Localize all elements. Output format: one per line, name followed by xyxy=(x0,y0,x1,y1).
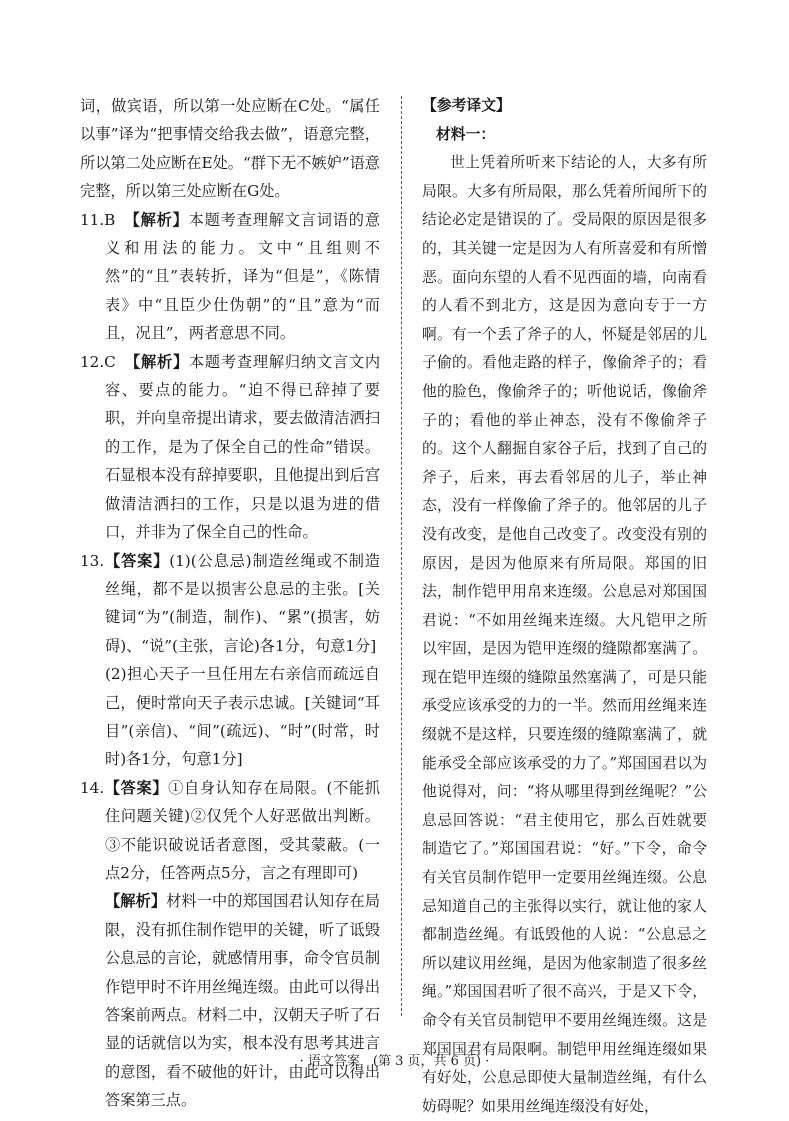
q12-analysis-tag: 【解析】 xyxy=(132,352,189,371)
intro-text: 词，做宾语，所以第一处应断在C处。“属任以事”译为“把事情交给我去做”，语意完整，所以第二处应断在E处。“群下无不嫉妒”语意完整，所以第三处应断在G处。 xyxy=(80,97,380,201)
left-column xyxy=(80,92,380,1115)
q14-analysis-text: 材料一中的郑国国君认知存在局限，没有抓住制作铠甲的关键，听了诋毁公息忌的言论，就感情用事，命令官员制作铠甲时不许用丝绳连缀。由此可以得出答案前两点。材料二中，汉朝天子听了石显的话就信以为实，根本没有思考其进言的意图，看不破他的奸计，由此可以得出答案第三点。 xyxy=(105,892,381,1110)
q14-answer-text: ①自身认知存在局限。(不能抓住问题关键)②仅凭个人好恶做出判断。③不能识破说话者意图，受其蒙蔽。(一点2分，任答两点5分，言之有理即可) xyxy=(105,778,380,882)
question-14 xyxy=(80,774,380,888)
question-13-part2 xyxy=(80,660,380,774)
q11-answer: B xyxy=(104,210,116,229)
q13-part2: (2)担心天子一旦任用左右亲信而疏远自己，便时常向天子表示忠诚。[关键词“耳目”(亲信)、“间”(疏远)、“时”(时常，时时)各1分，句意1分] xyxy=(105,665,380,769)
translation-text: 世上凭着所听来下结论的人，大多有所局限。大多有所局限，那么凭着所闻所下的结论必定是错误的了。受局限的原因是很多的，其关键一定是因为人有所喜爱和有所憎恶。面向东望的人看不见西面的墙，向南看的人看不到北方，这是因为意向专于一方啊。有一个丢了斧子的人，怀疑是邻居的儿子偷的。看他走路的样子，像偷斧子的；看他的脸色，像偷斧子的；听他说话，像偷斧子的；看他的举止神态，没有不像偷斧子的。这个人翻掘自家谷子后，找到了自己的斧子，后来，再去看邻居的儿子，举止神态，没有一样像偷了斧子的。他邻居的儿子没有改变，是他自己改变了。改变没有别的原因，是因为他原来有所局限。郑国的旧法，制作铠甲用帛来连缀。公息忌对郑国国君说：“不如用丝绳来连缀。大凡铠甲之所以牢固，是因为铠甲连缀的缝隙都塞满了。现在铠甲连缀的缝隙虽然塞满了，可是只能承受应该承受的力的一半。然而用丝绳来连缀就不是这样，只要连缀的缝隙塞满了，就能承受全部应该承受的力了。”郑国国君以为他说得对，问：“将从哪里得到丝绳呢？”公息忌回答说：“君主使用它，那么百姓就要制造它了。”郑国国君说：“好。”下令，命令有关官员制作铠甲一定要用丝绳连缀。公息忌知道自己的主张得以实行，就让他的家人都制造丝绳。有诋毁他的人说：“公息忌之所以建议用丝绳，是因为他家制造了很多丝绳。”郑国国君听了很不高兴，于是又下令，命令有关官员制铠甲不要用丝绳连缀。这是郑国国君有局限啊。制铠甲用丝绳连缀如果有好处，公息忌即使大量制造丝绳，有什么妨碍呢？如果用丝绳连缀没有好处， xyxy=(422,154,707,1115)
q11-analysis-text: 本题考查理解文言词语的意义和用法的能力。文中“且组则不然”的“且”表转折，译为“但是”，《陈情表》中“且臣少仕伪朝”的“且”意为“而且，况且”，两者意思不同。 xyxy=(105,210,380,343)
q13-number: 13. xyxy=(80,551,105,570)
question-13 xyxy=(80,547,380,661)
page-footer: · 语文答案 (第 3 页，共 6 页) · xyxy=(299,1054,490,1069)
q14-answer-tag: 【答案】 xyxy=(104,778,169,797)
question-12 xyxy=(80,348,380,547)
q11-analysis-tag: 【解析】 xyxy=(132,210,189,229)
material-one-heading: 材料一： xyxy=(436,125,496,143)
translation-body xyxy=(422,149,707,1121)
q12-number: 12. xyxy=(80,352,105,371)
question-11 xyxy=(80,206,380,348)
q11-number: 11. xyxy=(80,210,105,229)
q14-analysis-tag: 【解析】 xyxy=(105,892,167,911)
intro-paragraph xyxy=(80,92,380,206)
q13-part1: (1)(公息忌)制造丝绳或不制造丝绳，都不是以损害公息忌的主张。[关键词“为”(制造，制作)、“累”(损害，妨碍)、“说”(主张，言论)各1分，句意1分] xyxy=(105,551,380,655)
right-column xyxy=(422,92,707,1121)
q12-answer: C xyxy=(104,352,116,371)
q12-analysis-text: 本题考查理解归纳文言文内容、要点的能力。“迫不得已辞掉了要职，并向皇帝提出请求，要去做清洁洒扫的工作，是为了保全自己的性命”错误。石显根本没有辞掉要职，且他提出到后宫做清洁洒扫的工作，只是以退为进的借口，并非为了保全自己的性命。 xyxy=(105,352,381,542)
question-14-analysis xyxy=(80,887,380,1114)
column-divider xyxy=(401,96,402,1016)
reference-translation-heading: 【参考译文】 xyxy=(422,97,511,114)
q13-answer-tag: 【答案】 xyxy=(104,551,170,570)
q14-number: 14. xyxy=(80,778,105,797)
